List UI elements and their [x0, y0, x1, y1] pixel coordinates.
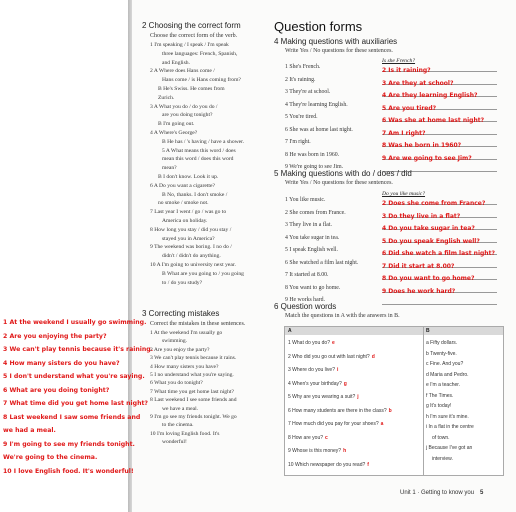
question-text: 10 Which newspaper do you read? — [288, 461, 366, 468]
exercise-line: Zurich. — [158, 94, 175, 101]
exercise-line: B I don't know. Look it up. — [158, 174, 219, 180]
exercise-line: 7 Last year I went / go / was go to — [150, 209, 227, 216]
match-answer-letter: j — [357, 394, 359, 400]
exercise-line: mean? — [162, 165, 177, 172]
exercise-line: 2 Are you enjoy the party? — [150, 346, 210, 353]
question-row — [288, 394, 359, 400]
column-b-label: B — [426, 328, 430, 334]
exercise-line: three languages: French, Spanish, — [162, 50, 238, 57]
exercise-line: 1 I'm speaking / I speak / I'm speak — [150, 42, 229, 48]
handwritten-answer: 6 Was she at home last night? — [382, 117, 485, 124]
column-a-label: A — [288, 328, 292, 334]
exercise-line: America on holiday. — [162, 218, 208, 224]
handwritten-answer: 4 Do you take sugar in tea? — [382, 225, 475, 232]
question-text: 3 Where do you live? — [288, 367, 335, 373]
match-answer-letter: i — [336, 367, 339, 373]
exercise-line: swimming. — [162, 338, 188, 345]
prompt-sentence: 7 It started at 8.00. — [285, 272, 329, 278]
exercise-line: 7 What time you get home last night? — [150, 388, 234, 395]
section-5-instruction: Write Yes / No questions for these sentences. — [285, 180, 393, 186]
match-answer-letter: g — [343, 380, 347, 387]
matching-table-header — [285, 327, 503, 335]
prompt-sentence: 1 You like music. — [285, 197, 326, 203]
question-text: 2 Who did you go out with last night? — [288, 353, 370, 360]
exercise-line: 10 A I'm going to university next year. — [150, 262, 236, 268]
section-2-heading: 2 Choosing the correct form — [142, 21, 241, 30]
page-number: 5 — [480, 490, 484, 496]
section-3-heading: 3 Correcting mistakes — [142, 309, 220, 318]
handwritten-answer: 2 Is it raining? — [382, 67, 431, 74]
handwritten-answer: 5 Do you speak English well? — [382, 237, 480, 245]
handwritten-answer: 3 Do they live in a flat? — [382, 212, 461, 220]
question-row — [288, 462, 369, 468]
exercise-line: 3 A What you do / do you do / — [150, 103, 218, 110]
corrected-sentence: 6 What are you doing tonight? — [3, 386, 110, 394]
prompt-sentence: 3 They live in a flat. — [285, 222, 332, 228]
exercise-line: to / do you study? — [162, 279, 203, 286]
exercise-line: wonderful! — [162, 439, 187, 446]
exercise-line: didn't / didn't do anything. — [162, 253, 221, 260]
handwritten-answer: 7 Am I right? — [382, 129, 426, 137]
question-row — [288, 367, 338, 373]
answer-option: a Fifty dollars. — [426, 340, 458, 346]
exercise-line: 2 A Where does Hans come / — [150, 68, 215, 75]
prompt-sentence: 2 She comes from France. — [285, 209, 346, 216]
handwritten-answer: 2 Does she come from France? — [382, 200, 486, 207]
answer-option: d Maria and Pedro. — [426, 371, 469, 378]
exercise-line: B What are you going to / you going — [162, 270, 244, 277]
prompt-sentence: 5 You're tired. — [285, 114, 318, 120]
exercise-line: stayed you in America? — [162, 235, 215, 242]
exercise-line: 8 Last weekend I see some friends and — [150, 397, 237, 404]
question-text: 6 How many students are there in the class? — [288, 407, 387, 414]
answer-line — [382, 304, 497, 305]
answer-option: b Twenty-five. — [426, 350, 457, 357]
section-4-example-head: Is she French? — [382, 58, 416, 64]
exercise-line: and English. — [162, 59, 190, 66]
question-row — [288, 421, 383, 427]
exercise-line: 10 I'm loving English food. It's — [150, 430, 220, 437]
corrected-sentence: 9 I'm going to see my friends tonight. — [3, 440, 135, 448]
prompt-sentence: 1 She's French. — [285, 64, 321, 70]
exercise-line: 9 I'm go see my friends tonight. We go — [150, 414, 237, 420]
corrected-sentence: 8 Last weekend I saw some friends and — [3, 413, 141, 421]
exercise-line: 9 The weekend was boring. I no do / — [150, 244, 232, 251]
match-answer-letter: b — [388, 407, 392, 414]
exercise-line: 6 A Do you want a cigarette? — [150, 182, 215, 189]
corrected-sentence: We're going to the cinema. — [3, 454, 98, 461]
question-row — [288, 340, 335, 346]
question-text: 8 How are you? — [288, 434, 324, 441]
corrected-sentence: 5 I don't understand what you're saying. — [3, 373, 145, 380]
answer-option: g It's today! — [426, 403, 452, 409]
match-answer-letter: a — [380, 421, 384, 427]
handwritten-answer: 9 Does he work hard? — [382, 287, 456, 295]
question-text: 9 Whose is this money? — [288, 448, 342, 454]
match-answer-letter: d — [371, 353, 375, 360]
answer-option: j Because I've got an — [426, 445, 473, 451]
exercise-line: 6 What you do tonight? — [150, 380, 203, 387]
footer-unit-label: Unit 1 · Getting to know you — [400, 490, 475, 496]
prompt-sentence: 4 They're learning English. — [285, 101, 348, 108]
prompt-sentence: 7 I'm right. — [285, 139, 311, 145]
exercise-line: 3 We can't play tennis because it rains. — [150, 355, 237, 362]
section-6-instruction: Match the questions in A with the answers in B. — [285, 313, 400, 319]
handwritten-answer: 7 Did it start at 8.00? — [382, 262, 455, 270]
handwritten-answer: 8 Was he born in 1960? — [382, 142, 462, 149]
page-footer — [400, 490, 483, 496]
section-3-instruction: Correct the mistakes in these sentences. — [150, 321, 246, 327]
corrected-sentence: 2 Are you enjoying the party? — [3, 332, 107, 340]
handwritten-answer: 8 Do you want to go home? — [382, 275, 475, 282]
exercise-line: we have a meal. — [162, 405, 199, 412]
question-text: 1 What do you do? — [288, 340, 330, 346]
prompt-sentence: 6 She watched a film last night. — [285, 259, 359, 266]
section-2-instruction: Choose the correct form of the verb. — [150, 33, 238, 39]
section-6-heading: 6 Question words — [274, 302, 337, 311]
answer-option: f The Times. — [426, 392, 454, 399]
corrected-sentence: 10 I love English food. It's wonderful! — [3, 467, 134, 475]
prompt-sentence: 9 He works hard. — [285, 297, 325, 303]
question-row — [288, 381, 347, 387]
exercise-line: are you doing tonight? — [162, 112, 213, 119]
match-answer-letter: f — [367, 461, 369, 468]
exercise-line: 1 At the weekend I'm usually go — [150, 330, 223, 336]
question-row — [288, 354, 375, 360]
matching-table — [284, 326, 504, 476]
handwritten-answer: 5 Are you tired? — [382, 104, 437, 112]
question-text: 7 How much did you pay for your shoes? — [288, 421, 379, 427]
answer-option: interview. — [432, 455, 453, 462]
exercise-line: B No, thanks. I don't smoke / — [162, 191, 228, 198]
exercise-line: mean this word / does this word — [162, 156, 234, 163]
exercise-line: 4 A Where's George? — [150, 130, 198, 136]
section-5-heading: 5 Making questions with do / does / did — [274, 169, 412, 178]
exercise-line: 4 How many sisters you have? — [150, 363, 219, 370]
answer-option: e I'm a teacher. — [426, 382, 461, 388]
prompt-sentence: 8 He was born in 1960. — [285, 151, 340, 158]
exercise-line: Hans come / is Hans coming from? — [162, 77, 241, 84]
exercise-line: 8 How long you stay / did you stay / — [150, 226, 232, 233]
exercise-line: B He's Swiss. He comes from — [158, 86, 225, 92]
handwritten-answer: 3 Are they at school? — [382, 79, 454, 87]
exercise-line: 5 A What means this word / does — [162, 147, 236, 154]
corrected-sentence: 4 How many sisters do you have? — [3, 359, 120, 367]
section-4-instruction: Write Yes / No questions for these sentences. — [285, 48, 393, 54]
prompt-sentence: 4 You take sugar in tea. — [285, 234, 340, 241]
section-5-example-head: Do you like music? — [382, 191, 426, 197]
match-answer-letter: h — [343, 448, 347, 454]
question-row — [288, 448, 346, 454]
question-text: 4 When's your birthday? — [288, 380, 342, 387]
handwritten-answer: 9 Are we going to see Jim? — [382, 154, 472, 162]
match-answer-letter: e — [331, 340, 335, 346]
handwritten-answer: 6 Did she watch a film last night? — [382, 250, 495, 257]
prompt-sentence: 2 It's raining. — [285, 76, 316, 83]
prompt-sentence: 9 We're going to see Jim. — [285, 164, 344, 170]
handwritten-answer: 4 Are they learning English? — [382, 92, 478, 99]
prompt-sentence: 6 She was at home last night. — [285, 126, 353, 133]
exercise-line: B I'm going out. — [158, 121, 195, 128]
answer-option: of town. — [432, 434, 450, 441]
question-text: 5 Why are you wearing a suit? — [288, 394, 356, 400]
section-4-heading: 4 Making questions with auxiliaries — [274, 37, 398, 46]
corrected-sentence: 3 We can't play tennis because it's raining. — [3, 346, 154, 353]
corrected-sentence: we had a meal. — [3, 427, 56, 434]
prompt-sentence: 8 You want to go home. — [285, 284, 341, 291]
answer-option: h I'm sure it's mine. — [426, 413, 469, 420]
answer-option: c Fine. And you? — [426, 361, 464, 367]
answer-option: i In a flat in the centre — [426, 424, 474, 430]
exercise-line: B He has / 's having / have a shower. — [162, 138, 245, 145]
question-row — [288, 408, 392, 414]
page-title: Question forms — [274, 19, 363, 34]
exercise-line: 5 I no understand what you're saying. — [150, 372, 234, 378]
exercise-line: no smoke / smoke not. — [158, 200, 209, 207]
prompt-sentence: 3 They're at school. — [285, 89, 331, 95]
column-divider — [423, 327, 424, 475]
exercise-line: to the cinema. — [162, 422, 194, 429]
question-row — [288, 435, 328, 441]
prompt-sentence: 5 I speak English well. — [285, 247, 338, 253]
match-answer-letter: c — [325, 434, 328, 441]
corrected-sentence: 7 What time did you get home last night? — [3, 400, 149, 407]
corrected-sentence: 1 At the weekend I usually go swimming. — [3, 319, 147, 326]
